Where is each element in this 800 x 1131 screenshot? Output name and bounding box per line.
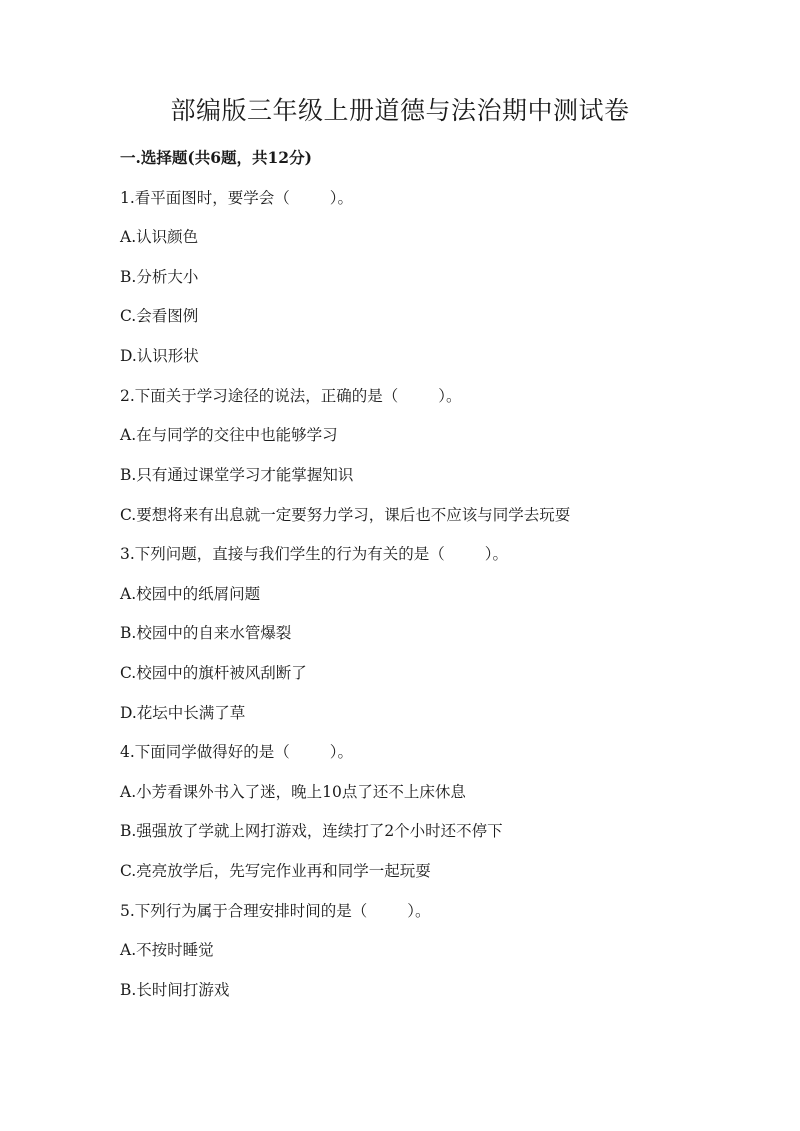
question-option: C.会看图例 (120, 307, 199, 325)
question-option: B.校园中的自来水管爆裂 (120, 624, 292, 642)
question-stem: 5.下列行为属于合理安排时间的是（ ）。 (120, 902, 431, 920)
question-option: B.分析大小 (120, 268, 199, 286)
question-option: B.只有通过课堂学习才能掌握知识 (120, 466, 354, 484)
question-option: A.认识颜色 (120, 228, 199, 246)
question-option: A.在与同学的交往中也能够学习 (120, 426, 338, 444)
question-option: A.校园中的纸屑问题 (120, 585, 261, 603)
question-option: B.强强放了学就上网打游戏，连续打了2个小时还不停下 (120, 822, 503, 840)
section-heading: 一.选择题(共6题，共12分) (120, 148, 312, 167)
question-option: C.校园中的旗杆被风刮断了 (120, 664, 307, 682)
question-stem: 2.下面关于学习途径的说法，正确的是（ ）。 (120, 387, 462, 405)
question-option: A.不按时睡觉 (120, 941, 214, 959)
question-option: C.要想将来有出息就一定要努力学习，课后也不应该与同学去玩耍 (120, 506, 571, 524)
question-option: D.花坛中长满了草 (120, 704, 246, 722)
question-option: D.认识形状 (120, 347, 199, 365)
question-stem: 1.看平面图时，要学会（ ）。 (120, 189, 354, 207)
question-stem: 4.下面同学做得好的是（ ）。 (120, 743, 354, 761)
question-stem: 3.下列问题，直接与我们学生的行为有关的是（ ）。 (120, 545, 509, 563)
question-option: A.小芳看课外书入了迷，晚上10点了还不上床休息 (120, 783, 466, 801)
page-title: 部编版三年级上册道德与法治期中测试卷 (170, 96, 630, 125)
question-option: B.长时间打游戏 (120, 981, 230, 999)
question-option: C.亮亮放学后，先写完作业再和同学一起玩耍 (120, 862, 431, 880)
